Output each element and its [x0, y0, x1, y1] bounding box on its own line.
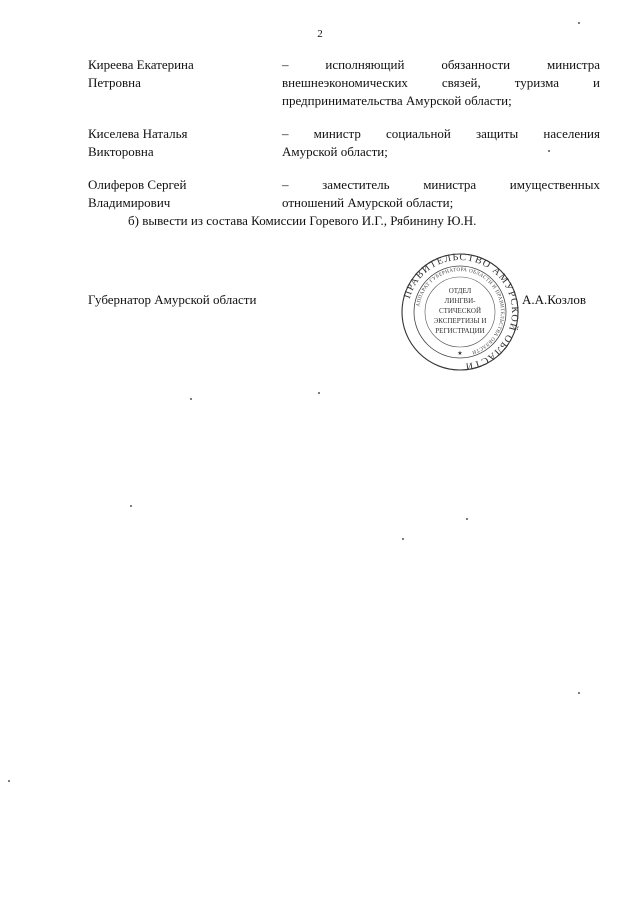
member-patronymic: Владимирович [88, 195, 171, 210]
scan-speck [8, 780, 10, 782]
role-line: – исполняющий обязанности министра [282, 57, 600, 72]
member-name [88, 176, 268, 212]
role-line: отношений Амурской области; [282, 195, 454, 210]
seal-center-line: РЕГИСТРАЦИИ [435, 327, 485, 335]
seal-outer-text: ПРАВИТЕЛЬСТВО АМУРСКОЙ ОБЛАСТИ [401, 252, 520, 372]
scan-speck [578, 22, 580, 24]
signatory-name: А.А.Козлов [522, 292, 587, 307]
scan-speck [130, 505, 132, 507]
member-name [88, 125, 268, 161]
signatory-title: Губернатор Амурской области [88, 292, 257, 307]
scan-speck [578, 692, 580, 694]
seal-center-line: ЛИНГВИ- [444, 297, 476, 305]
scan-speck [466, 518, 468, 520]
exclude-members-clause: б) вывести из состава Комиссии Горевого И.Г., Рябинину Ю.Н. [128, 213, 477, 228]
member-surname-first: Киселева Наталья [88, 126, 188, 141]
seal-center-line: СТИЧЕСКОЙ [438, 307, 482, 315]
role-line: Амурской области; [282, 144, 388, 159]
scan-speck [548, 150, 550, 152]
seal-star-icon: ★ [457, 351, 463, 357]
seal-inner-text: АППАРАТ ГУБЕРНАТОРА ОБЛАСТИ И ПРАВИТЕЛЬСТВА ОБЛАСТИ [415, 266, 506, 356]
scan-speck [190, 398, 192, 400]
official-seal [400, 252, 520, 372]
seal-center-line: ЭКСПЕРТИЗЫ И [433, 317, 487, 325]
page-number: 2 [317, 28, 323, 40]
seal-center-line: ОТДЕЛ [448, 287, 472, 295]
member-role [282, 125, 600, 161]
scan-speck [402, 538, 404, 540]
member-name [88, 56, 268, 92]
scan-speck [318, 392, 320, 394]
member-role [282, 176, 600, 212]
member-patronymic: Петровна [88, 75, 141, 90]
member-surname-first: Киреева Екатерина [88, 57, 194, 72]
role-line: внешнеэкономических связей, туризма и [282, 75, 600, 90]
member-patronymic: Викторовна [88, 144, 154, 159]
role-line: – министр социальной защиты населения [282, 126, 600, 141]
role-line: – заместитель министра имущественных [282, 177, 600, 192]
member-role [282, 56, 600, 110]
role-line: предпринимательства Амурской области; [282, 93, 512, 108]
member-surname-first: Олиферов Сергей [88, 177, 187, 192]
